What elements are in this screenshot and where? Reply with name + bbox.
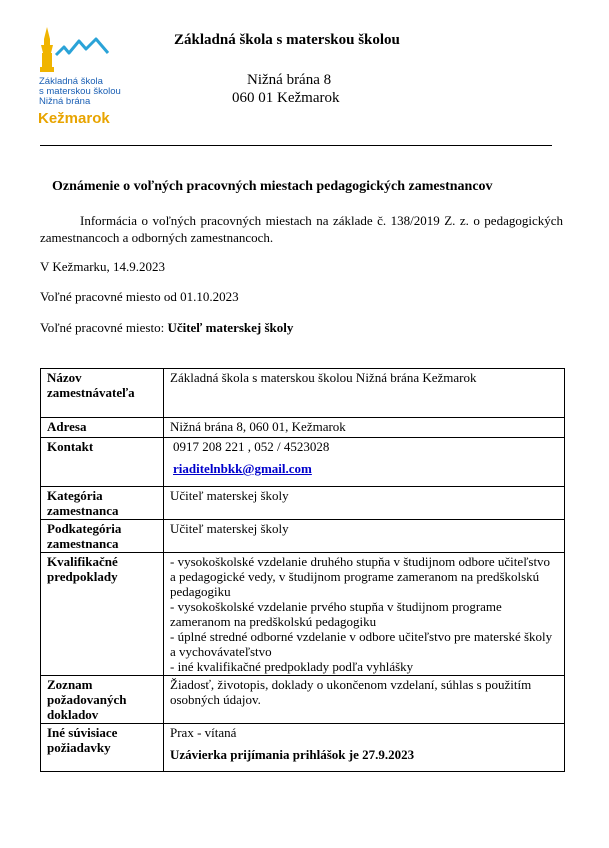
logo-text-line3: Nižná brána xyxy=(39,96,91,107)
table-row-contact xyxy=(41,438,565,487)
table-row-other xyxy=(41,724,565,772)
school-name: Základná škola s materskou školou xyxy=(174,32,400,48)
other-value-deadline: Uzávierka prijímania prihlášok je 27.9.2023 xyxy=(170,747,415,762)
other-label: Iné súvisiace požiadavky xyxy=(41,724,164,772)
category-value: Učiteľ materskej školy xyxy=(164,487,565,520)
subcategory-label: Podkategória zamestnanca xyxy=(41,520,164,553)
qualification-item: - vysokoškolské vzdelanie druhého stupňa v študijnom odbore učiteľstvo a pedagogické vedy, v študijnom programe zameranom na predškolskú pedagogiku xyxy=(170,554,551,599)
category-label: Kategória zamestnanca xyxy=(41,487,164,520)
documents-value: Žiadosť, životopis, doklady o ukončenom vzdelaní, súhlas s použitím osobných údajov. xyxy=(164,676,565,724)
vacancy-line xyxy=(40,320,293,336)
vacancy-value: Učiteľ materskej školy xyxy=(167,320,294,335)
vacancy-from-value: 01.10.2023 xyxy=(180,289,239,304)
qualification-label: Kvalifikačné predpoklady xyxy=(41,553,164,676)
employer-value: Základná škola s materskou školou Nižná brána Kežmarok xyxy=(164,369,565,418)
employer-label: Názov zamestnávateľa xyxy=(41,369,164,418)
logo-text-line1: Základná škola xyxy=(39,76,103,87)
vacancy-from-line xyxy=(40,289,239,305)
contact-phone: 0917 208 221 , 052 / 4523028 xyxy=(173,439,330,454)
table-row-documents xyxy=(41,676,565,724)
other-value-practice: Prax - vítaná xyxy=(170,725,237,740)
address-value: Nižná brána 8, 060 01, Kežmarok xyxy=(164,418,565,438)
logo-city: Kežmarok xyxy=(38,110,110,127)
vacancy-label: Voľné pracovné miesto: xyxy=(40,320,165,335)
table-row-category xyxy=(41,487,565,520)
contact-email-link[interactable]: riaditelnbkk@gmail.com xyxy=(173,461,312,476)
qualification-cell xyxy=(164,553,565,676)
table-row-subcategory xyxy=(41,520,565,553)
address-line1: Nižná brána 8 xyxy=(247,72,332,88)
other-cell xyxy=(164,724,565,772)
date-line: V Kežmarku, 14.9.2023 xyxy=(40,259,166,274)
contact-cell xyxy=(164,438,565,487)
subcategory-value: Učiteľ materskej školy xyxy=(164,520,565,553)
contact-label: Kontakt xyxy=(41,438,164,487)
vacancy-table xyxy=(40,368,565,772)
qualification-item: - iné kvalifikačné predpoklady podľa vyhlášky xyxy=(170,659,414,674)
table-row-address xyxy=(41,418,565,438)
address-label: Adresa xyxy=(41,418,164,438)
table-row-employer xyxy=(41,369,565,418)
header-divider xyxy=(40,145,552,146)
table-row-qualification xyxy=(41,553,565,676)
qualification-item: - úplné stredné odborné vzdelanie v odbore učiteľstvo pre materské školy a vychovávateľstvo xyxy=(170,629,553,659)
address-line2: 060 01 Kežmarok xyxy=(232,90,340,106)
qualification-item: - vysokoškolské vzdelanie prvého stupňa v študijnom programe zameranom na predškolskú pedagogiku xyxy=(170,599,502,629)
documents-label: Zoznam požadovaných dokladov xyxy=(41,676,164,724)
logo-text-line2: s materskou školou xyxy=(39,86,121,97)
intro-paragraph: Informácia o voľných pracovných miestach na základe č. 138/2019 Z. z. o pedagogických zamestnancoch a odborných zamestnancoch. xyxy=(40,213,563,245)
page-heading: Oznámenie o voľných pracovných miestach pedagogických zamestnancov xyxy=(52,179,493,194)
vacancy-from-label: Voľné pracovné miesto od xyxy=(40,289,177,304)
